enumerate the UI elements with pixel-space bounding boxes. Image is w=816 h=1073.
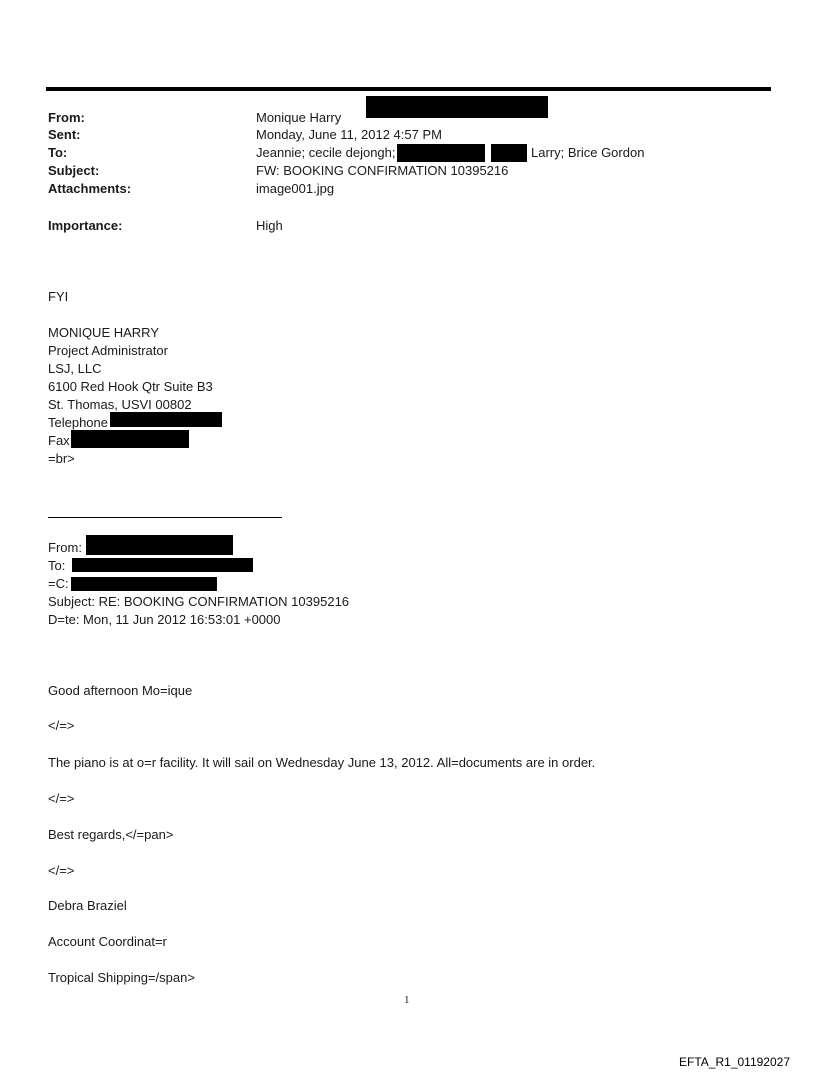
redaction-box (491, 144, 527, 162)
redaction-box (71, 577, 217, 591)
to-value-part2: Larry; Brice Gordon (531, 145, 645, 160)
fwd-subject: Subject: RE: BOOKING CONFIRMATION 10395216 (48, 594, 350, 609)
attachments-label: Attachments: (48, 181, 132, 196)
redaction-box (366, 96, 548, 118)
page-number: 1 (404, 994, 410, 1006)
greeting: Good afternoon Mo=ique (48, 683, 193, 698)
attachments-value[interactable]: image001.jpg (256, 181, 335, 196)
message-text: The piano is at o=r facility. It will sail on Wednesday June 13, 2012. All=documents are in order. (48, 755, 596, 770)
sender-company: Tropical Shipping=/span> (48, 970, 195, 985)
to-label: To: (48, 145, 68, 160)
from-label: From: (48, 110, 85, 125)
importance-value: High (256, 218, 283, 233)
from-value: Monique Harry (256, 110, 342, 125)
fyi-text: FYI (48, 289, 69, 304)
fwd-cc-label: =C: (48, 576, 69, 591)
redaction-box (397, 144, 485, 162)
redaction-box (72, 558, 253, 572)
sender-title: Account Coordinat=r (48, 934, 167, 949)
fwd-date: D=te: Mon, 11 Jun 2012 16:53:01 +0000 (48, 612, 281, 627)
separator-rule (48, 517, 282, 518)
signature-telephone: Telephone (48, 415, 108, 430)
spacer-artifact: </=> (48, 863, 75, 878)
signature-title: Project Administrator (48, 343, 168, 358)
signature-address-line2: St. Thomas, USVI 00802 (48, 397, 192, 412)
sent-value: Monday, June 11, 2012 4:57 PM (256, 127, 442, 142)
document-id: EFTA_R1_01192027 (679, 1055, 790, 1069)
to-value-part1: Jeannie; cecile dejongh; (256, 145, 396, 160)
spacer-artifact: </=> (48, 791, 75, 806)
spacer-artifact: </=> (48, 718, 75, 733)
importance-label: Importance: (48, 218, 123, 233)
header-top-rule (46, 87, 771, 91)
fwd-from-label: From: (48, 540, 82, 555)
redaction-box (110, 412, 222, 427)
signature-address-line1: 6100 Red Hook Qtr Suite B3 (48, 379, 213, 394)
closing: Best regards,</=pan> (48, 827, 174, 842)
signature-fax: Fax (48, 433, 70, 448)
subject-value: FW: BOOKING CONFIRMATION 10395216 (256, 163, 509, 178)
subject-label: Subject: (48, 163, 100, 178)
redaction-box (71, 430, 189, 448)
signature-company: LSJ, LLC (48, 361, 102, 376)
sent-label: Sent: (48, 127, 81, 142)
sender-name: Debra Braziel (48, 898, 127, 913)
fwd-to-label: To: (48, 558, 66, 573)
signature-break-artifact: =br> (48, 451, 75, 466)
redaction-box (86, 535, 233, 555)
signature-name: MONIQUE HARRY (48, 325, 159, 340)
